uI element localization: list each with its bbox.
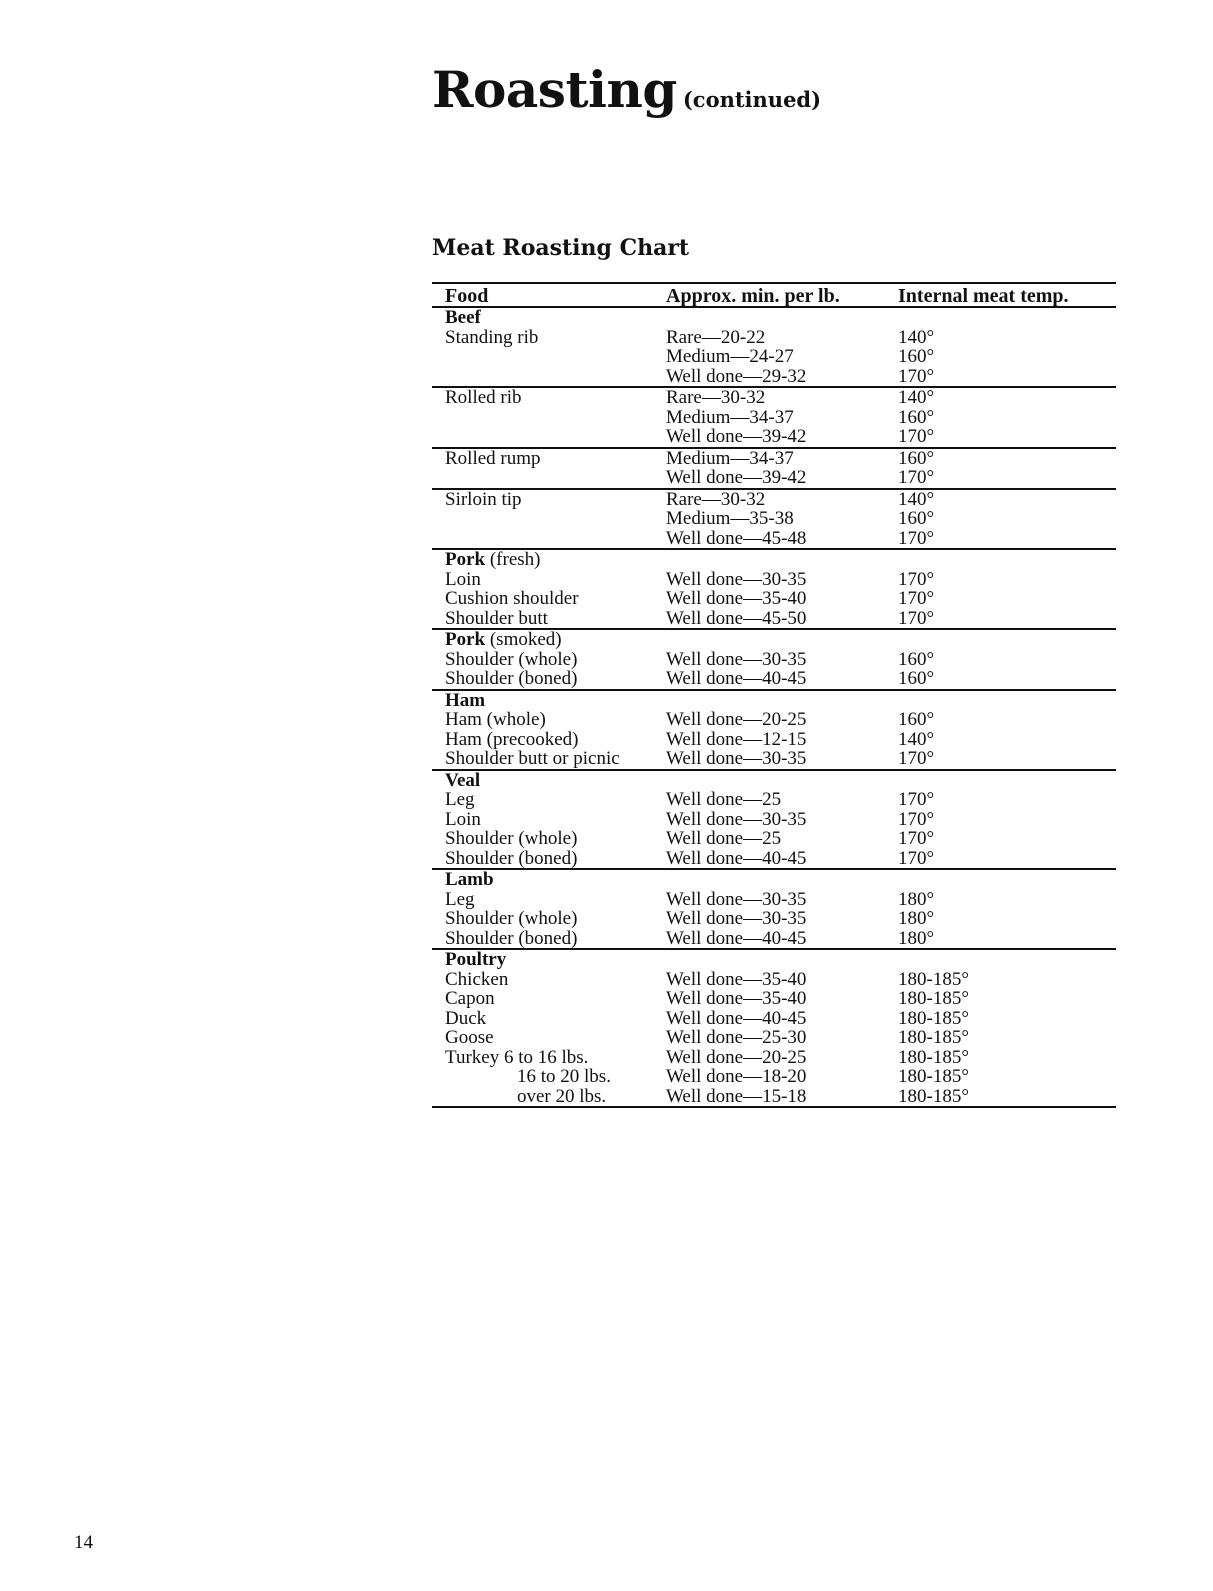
cell-temp: 180-185° bbox=[898, 968, 969, 990]
group-heading bbox=[445, 771, 480, 791]
cell-temp: 170° bbox=[898, 828, 935, 849]
cell-temp: 140° bbox=[898, 728, 935, 750]
page-title-suffix: (continued) bbox=[682, 87, 822, 112]
cell-temp: 180-185° bbox=[898, 1046, 969, 1068]
cell-food: Leg bbox=[445, 888, 475, 910]
cell-food: Shoulder butt bbox=[445, 607, 548, 629]
cell-temp: 170° bbox=[898, 527, 935, 549]
cell-time: Well done—45-48 bbox=[666, 527, 807, 549]
cell-temp: 170° bbox=[898, 847, 935, 869]
table-row bbox=[432, 929, 1116, 949]
cell-food: over 20 lbs. bbox=[517, 1085, 607, 1107]
cell-temp: 170° bbox=[898, 467, 935, 488]
cell-time: Rare—20-22 bbox=[666, 326, 766, 348]
group-name: Lamb bbox=[445, 869, 494, 890]
cell-time: Well done—39-42 bbox=[666, 467, 807, 488]
table-header-row bbox=[432, 284, 1116, 306]
group-name: Pork bbox=[445, 629, 486, 650]
cell-temp: 140° bbox=[898, 326, 935, 348]
cell-time: Well done—29-32 bbox=[666, 365, 807, 387]
cell-time: Medium—34-37 bbox=[666, 406, 794, 428]
cell-temp: 170° bbox=[898, 426, 935, 447]
cell-food: Shoulder butt or picnic bbox=[445, 748, 620, 769]
cell-temp: 160° bbox=[898, 346, 935, 367]
cell-time: Medium—35-38 bbox=[666, 508, 794, 529]
table-row bbox=[432, 970, 1116, 990]
table-row bbox=[432, 989, 1116, 1009]
group-heading bbox=[445, 550, 541, 570]
cell-temp: 180° bbox=[898, 888, 935, 910]
cell-food: Shoulder (boned) bbox=[445, 927, 578, 949]
cell-food: Goose bbox=[445, 1027, 494, 1048]
group-name: Poultry bbox=[445, 949, 507, 970]
cell-temp: 160° bbox=[898, 668, 935, 689]
cell-food: Cushion shoulder bbox=[445, 588, 579, 609]
page-title-main: Roasting bbox=[432, 60, 677, 119]
group-name: Ham bbox=[445, 689, 486, 711]
table-row bbox=[432, 669, 1116, 689]
cell-temp: 180-185° bbox=[898, 1027, 969, 1048]
group-heading bbox=[445, 691, 485, 711]
table-row bbox=[432, 810, 1116, 830]
cell-temp: 170° bbox=[898, 748, 935, 769]
cell-time: Well done—20-25 bbox=[666, 1046, 807, 1068]
cell-time: Well done—30-35 bbox=[666, 908, 807, 929]
cell-food: Shoulder (whole) bbox=[445, 828, 578, 849]
cell-food: Sirloin tip bbox=[445, 488, 522, 510]
table-block bbox=[432, 449, 1116, 490]
table-row bbox=[432, 408, 1116, 428]
cell-temp: 170° bbox=[898, 588, 935, 609]
table-row bbox=[432, 1009, 1116, 1029]
cell-food: Leg bbox=[445, 789, 475, 810]
cell-food: Loin bbox=[445, 568, 481, 590]
cell-food: Shoulder (whole) bbox=[445, 648, 578, 670]
table-row bbox=[432, 570, 1116, 590]
table-row bbox=[432, 328, 1116, 348]
cell-food: Loin bbox=[445, 808, 481, 830]
cell-food: Rolled rump bbox=[445, 447, 541, 469]
cell-food: Rolled rib bbox=[445, 387, 522, 408]
table-row bbox=[432, 388, 1116, 408]
cell-time: Well done—35-40 bbox=[666, 968, 807, 990]
cell-food: Ham (precooked) bbox=[445, 728, 579, 750]
cell-time: Well done—20-25 bbox=[666, 709, 807, 730]
group-heading bbox=[445, 950, 506, 970]
cell-food: Shoulder (boned) bbox=[445, 847, 578, 869]
table-block bbox=[432, 490, 1116, 551]
table-row bbox=[432, 849, 1116, 869]
table-row bbox=[432, 1067, 1116, 1087]
cell-time: Well done—25 bbox=[666, 789, 782, 810]
cell-food: Capon bbox=[445, 988, 495, 1009]
group-heading-row bbox=[432, 308, 1116, 328]
table-block bbox=[432, 771, 1116, 871]
chart-heading: Meat Roasting Chart bbox=[432, 235, 690, 261]
table-row bbox=[432, 347, 1116, 367]
table-row bbox=[432, 490, 1116, 510]
table-row bbox=[432, 509, 1116, 529]
cell-temp: 160° bbox=[898, 406, 935, 428]
column-header-food: Food bbox=[445, 285, 489, 307]
cell-time: Well done—25 bbox=[666, 828, 782, 849]
column-header-temp: Internal meat temp. bbox=[898, 285, 1069, 307]
table-row bbox=[432, 468, 1116, 488]
group-heading-row bbox=[432, 550, 1116, 570]
cell-food: Shoulder (whole) bbox=[445, 908, 578, 929]
table-row bbox=[432, 730, 1116, 750]
table-row bbox=[432, 427, 1116, 447]
cell-time: Well done—30-35 bbox=[666, 808, 807, 830]
group-heading-row bbox=[432, 630, 1116, 650]
group-heading-row bbox=[432, 870, 1116, 890]
table-row bbox=[432, 790, 1116, 810]
group-name: Pork bbox=[445, 549, 486, 570]
table-row bbox=[432, 1028, 1116, 1048]
group-note: (fresh) bbox=[489, 549, 541, 570]
cell-food: Standing rib bbox=[445, 326, 539, 348]
cell-temp: 160° bbox=[898, 648, 935, 670]
page-number: 14 bbox=[74, 1532, 93, 1553]
cell-temp: 180-185° bbox=[898, 1007, 969, 1029]
cell-temp: 170° bbox=[898, 365, 935, 387]
table-row bbox=[432, 529, 1116, 549]
table-row bbox=[432, 609, 1116, 629]
group-heading-row bbox=[432, 950, 1116, 970]
group-heading-row bbox=[432, 691, 1116, 711]
cell-temp: 170° bbox=[898, 808, 935, 830]
cell-temp: 170° bbox=[898, 789, 935, 810]
cell-temp: 170° bbox=[898, 607, 935, 629]
table-row bbox=[432, 650, 1116, 670]
table-block bbox=[432, 870, 1116, 950]
table-block bbox=[432, 550, 1116, 630]
cell-time: Well done—25-30 bbox=[666, 1027, 807, 1048]
cell-time: Medium—24-27 bbox=[666, 346, 794, 367]
cell-time: Medium—34-37 bbox=[666, 447, 794, 469]
cell-temp: 180-185° bbox=[898, 1066, 969, 1087]
cell-time: Well done—35-40 bbox=[666, 988, 807, 1009]
cell-time: Well done—40-45 bbox=[666, 927, 807, 949]
cell-time: Rare—30-32 bbox=[666, 387, 766, 408]
table-block bbox=[432, 950, 1116, 1108]
cell-time: Well done—15-18 bbox=[666, 1085, 807, 1107]
table-block bbox=[432, 691, 1116, 771]
cell-temp: 140° bbox=[898, 488, 935, 510]
cell-time: Well done—30-35 bbox=[666, 888, 807, 910]
table-row bbox=[432, 710, 1116, 730]
cell-food: Shoulder (boned) bbox=[445, 668, 578, 689]
cell-food: Duck bbox=[445, 1007, 487, 1029]
table-block bbox=[432, 630, 1116, 691]
cell-time: Well done—35-40 bbox=[666, 588, 807, 609]
cell-time: Well done—40-45 bbox=[666, 1007, 807, 1029]
group-heading bbox=[445, 630, 562, 650]
table-row bbox=[432, 909, 1116, 929]
cell-temp: 180-185° bbox=[898, 1085, 969, 1107]
cell-temp: 180° bbox=[898, 927, 935, 949]
cell-temp: 180-185° bbox=[898, 988, 969, 1009]
cell-time: Well done—45-50 bbox=[666, 607, 807, 629]
cell-time: Well done—30-35 bbox=[666, 568, 807, 590]
group-heading-row bbox=[432, 771, 1116, 791]
table-row bbox=[432, 1048, 1116, 1068]
table-row bbox=[432, 1087, 1116, 1107]
cell-food: Chicken bbox=[445, 968, 509, 990]
cell-time: Well done—12-15 bbox=[666, 728, 807, 750]
column-header-time: Approx. min. per lb. bbox=[666, 285, 840, 307]
table-row bbox=[432, 589, 1116, 609]
cell-temp: 140° bbox=[898, 387, 935, 408]
cell-temp: 160° bbox=[898, 508, 935, 529]
cell-time: Rare—30-32 bbox=[666, 488, 766, 510]
table-block bbox=[432, 308, 1116, 388]
table-row bbox=[432, 367, 1116, 387]
table-row bbox=[432, 449, 1116, 469]
table-row bbox=[432, 829, 1116, 849]
cell-time: Well done—30-35 bbox=[666, 748, 807, 769]
cell-time: Well done—40-45 bbox=[666, 668, 807, 689]
cell-food: Ham (whole) bbox=[445, 709, 546, 730]
group-heading bbox=[445, 870, 494, 890]
cell-food: 16 to 20 lbs. bbox=[517, 1066, 611, 1087]
cell-temp: 160° bbox=[898, 447, 935, 469]
group-name: Beef bbox=[445, 307, 481, 328]
table-row bbox=[432, 890, 1116, 910]
cell-temp: 160° bbox=[898, 709, 935, 730]
table-block bbox=[432, 388, 1116, 449]
cell-temp: 170° bbox=[898, 568, 935, 590]
cell-food: Turkey 6 to 16 lbs. bbox=[445, 1046, 589, 1068]
group-note: (smoked) bbox=[489, 629, 562, 650]
table-row bbox=[432, 749, 1116, 769]
cell-time: Well done—18-20 bbox=[666, 1066, 807, 1087]
meat-roasting-table bbox=[432, 282, 1116, 1108]
group-name: Veal bbox=[445, 769, 481, 791]
cell-time: Well done—40-45 bbox=[666, 847, 807, 869]
cell-time: Well done—30-35 bbox=[666, 648, 807, 670]
cell-temp: 180° bbox=[898, 908, 935, 929]
cell-time: Well done—39-42 bbox=[666, 426, 807, 447]
group-heading bbox=[445, 308, 481, 328]
page-title bbox=[432, 58, 821, 132]
table-body bbox=[432, 308, 1116, 1108]
